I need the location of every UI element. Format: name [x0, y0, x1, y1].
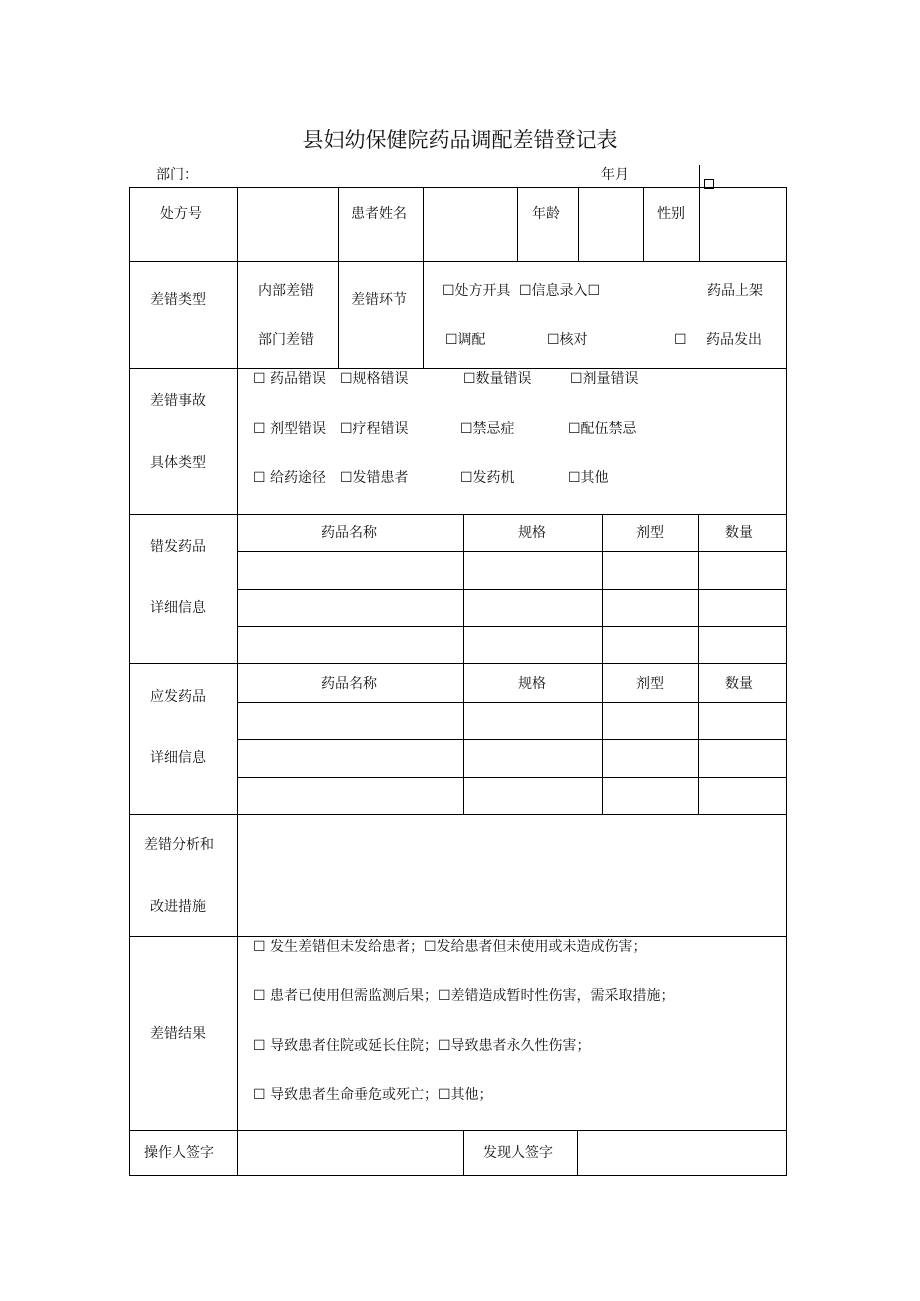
stage-option-issue-box[interactable]: ☐	[674, 332, 687, 348]
opt-contraindication[interactable]: ☐禁忌症	[460, 421, 515, 437]
internal-error-label: 内部差错	[258, 283, 314, 299]
right-drug-header-qty: 数量	[725, 676, 753, 692]
stage-option-issue: 药品发出	[706, 332, 762, 348]
opt-dispensing-machine[interactable]: ☐发药机	[460, 470, 515, 486]
result-option-line-1[interactable]: ☐ 发生差错但未发给患者；☐发给患者但未使用或未造成伤害；	[253, 939, 647, 955]
department-label: 部门：	[156, 167, 198, 183]
rx-number-label: 处方号	[160, 206, 202, 222]
error-type-label: 差错类型	[150, 292, 206, 308]
gender-label: 性别	[657, 206, 685, 222]
right-drug-label-1: 应发药品	[150, 689, 206, 705]
right-drug-header-spec: 规格	[518, 676, 546, 692]
error-stage-label: 差错环节	[351, 292, 407, 308]
finder-signature-label: 发现人签字	[483, 1145, 553, 1161]
specific-type-label-1: 差错事故	[150, 393, 206, 409]
result-option-line-2[interactable]: ☐ 患者已使用但需监测后果；☐差错造成暂时性伤害，需采取措施；	[253, 988, 675, 1004]
stage-option-checking[interactable]: ☐核对	[547, 332, 588, 348]
stage-option-dispensing[interactable]: ☐调配	[445, 332, 486, 348]
patient-name-label: 患者姓名	[351, 206, 407, 222]
opt-spec-error[interactable]: ☐规格错误	[340, 371, 409, 387]
header-divider	[699, 165, 700, 188]
date-label: 年月	[601, 167, 629, 183]
wrong-drug-header-form: 剂型	[636, 525, 664, 541]
right-drug-header-name: 药品名称	[321, 676, 377, 692]
wrong-drug-header-qty: 数量	[725, 525, 753, 541]
age-label: 年龄	[532, 206, 560, 222]
opt-route-error[interactable]: ☐ 给药途径	[253, 470, 327, 486]
department-error-label: 部门差错	[258, 332, 314, 348]
result-label: 差错结果	[150, 1026, 206, 1042]
wrong-drug-header-spec: 规格	[518, 525, 546, 541]
opt-incompatibility[interactable]: ☐配伍禁忌	[568, 421, 637, 437]
wrong-drug-header-name: 药品名称	[321, 525, 377, 541]
opt-dose-error[interactable]: ☐剂量错误	[570, 371, 639, 387]
opt-form-error[interactable]: ☐ 剂型错误	[253, 421, 327, 437]
wrong-drug-label-1: 错发药品	[150, 539, 206, 555]
right-drug-label-2: 详细信息	[150, 750, 206, 766]
stage-option-prescribing[interactable]: ☐处方开具	[442, 283, 511, 299]
opt-quantity-error[interactable]: ☐数量错误	[463, 371, 532, 387]
opt-course-error[interactable]: ☐疗程错误	[340, 421, 409, 437]
stage-option-info-entry[interactable]: ☐信息录入☐	[519, 283, 601, 299]
opt-other[interactable]: ☐其他	[568, 470, 609, 486]
operator-signature-label: 操作人签字	[144, 1145, 214, 1161]
result-option-line-3[interactable]: ☐ 导致患者住院或延长住院；☐导致患者永久性伤害；	[253, 1038, 591, 1054]
opt-wrong-patient[interactable]: ☐发错患者	[340, 470, 409, 486]
analysis-label-2: 改进措施	[150, 899, 206, 915]
page-title: 县妇幼保健院药品调配差错登记表	[302, 128, 618, 152]
opt-drug-error[interactable]: ☐ 药品错误	[253, 371, 327, 387]
wrong-drug-label-2: 详细信息	[150, 600, 206, 616]
specific-type-label-2: 具体类型	[150, 455, 206, 471]
right-drug-header-form: 剂型	[636, 676, 664, 692]
stage-option-shelving: 药品上架	[707, 283, 763, 299]
analysis-label-1: 差错分析和	[144, 837, 214, 853]
result-option-line-4[interactable]: ☐ 导致患者生命垂危或死亡；☐其他；	[253, 1087, 493, 1103]
